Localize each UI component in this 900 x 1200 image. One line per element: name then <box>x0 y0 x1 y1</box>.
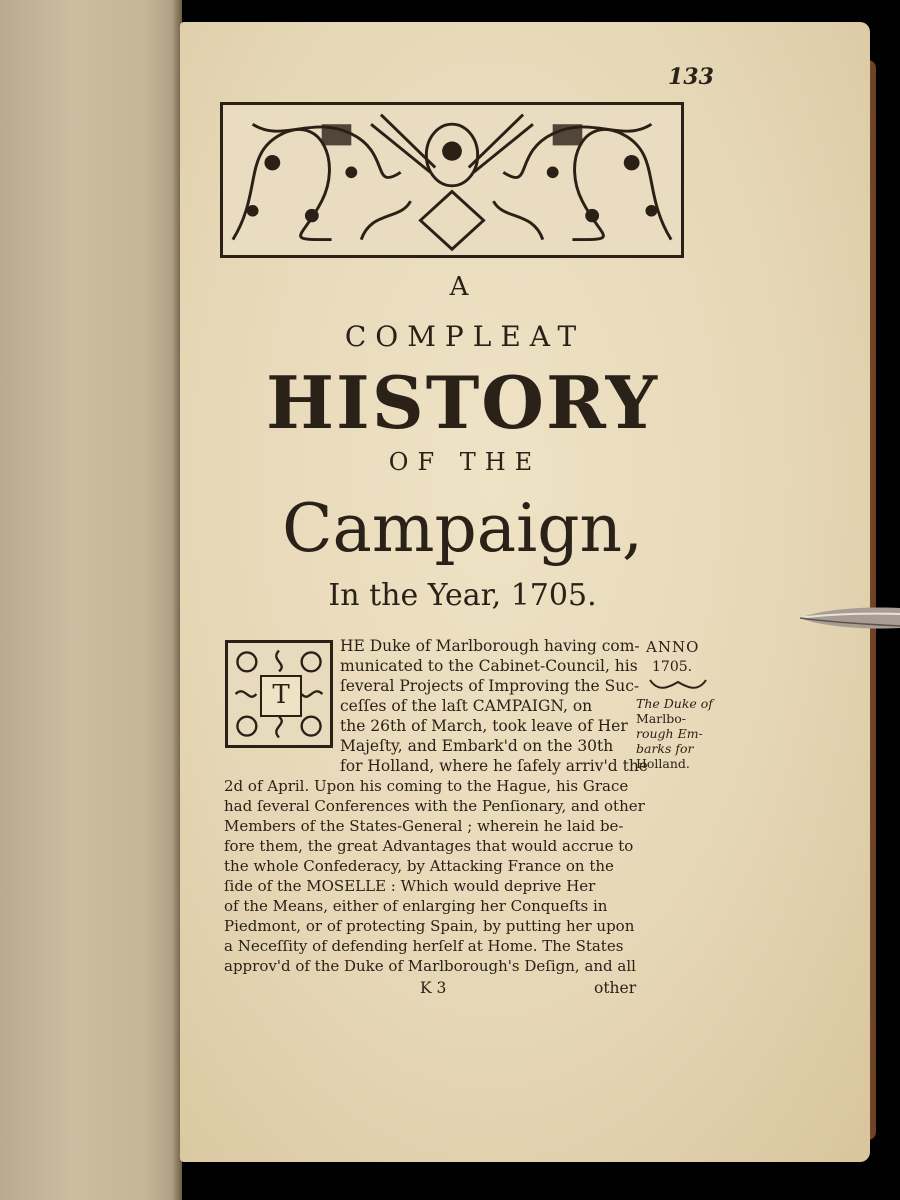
margin-note: 1705. <box>652 659 693 675</box>
body-line: had ſeveral Conferences with the Penſionary, and other <box>224 797 645 815</box>
ornamental-dropcap <box>225 640 333 748</box>
margin-note: Marlbo- <box>636 711 686 726</box>
body-line: HE Duke of Marlborough having com- <box>340 637 640 655</box>
body-line: Members of the States-General ; wherein he laid be- <box>224 817 624 835</box>
dropcap-letter: T <box>260 675 302 717</box>
headpiece-ornament-icon <box>223 105 681 255</box>
margin-note: ANNO <box>646 638 700 656</box>
body-line: Majeſty, and Embark'd on the 30th <box>340 737 614 755</box>
signature-mark: K 3 <box>420 979 447 997</box>
body-line: approv'd of the Duke of Marlborough's Deſign, and all <box>224 957 636 975</box>
brace-icon <box>648 678 708 692</box>
ornamental-headpiece <box>220 102 684 258</box>
body-line: 2d of April. Upon his coming to the Hague, his Grace <box>224 777 629 795</box>
body-line: the 26th of March, took leave of Her <box>340 717 628 735</box>
body-line: of the Means, either of enlarging her Conqueſts in <box>224 897 608 915</box>
catchword: other <box>594 979 637 997</box>
title-campaign: Campaign, <box>282 490 643 567</box>
body-line: fore them, the great Advantages that would accrue to <box>224 837 634 855</box>
body-line: Piedmont, or of protecting Spain, by putting her upon <box>224 917 635 935</box>
margin-note: Holland. <box>636 756 690 771</box>
title-history: HISTORY <box>265 360 660 445</box>
body-line: the whole Confederacy, by Attacking France on the <box>224 857 614 875</box>
title-article: A <box>449 272 471 302</box>
body-line: municated to the Cabinet-Council, his <box>340 657 638 675</box>
body-line: ſide of the MOSELLE : Which would deprive Her <box>224 877 596 895</box>
title-year: In the Year, 1705. <box>328 578 597 613</box>
body-line: ſeveral Projects of Improving the Suc- <box>340 677 640 695</box>
letter-opener-blade <box>800 604 900 632</box>
title-of-the: OF THE <box>388 448 542 476</box>
margin-note: The Duke of <box>636 696 713 711</box>
page-number: 133 <box>668 64 714 90</box>
margin-note: rough Em- <box>636 726 703 741</box>
title-compleat: COMPLEAT <box>344 320 586 353</box>
body-line: a Neceſſity of defending herſelf at Home. The States <box>224 937 624 955</box>
body-line: ceſſes of the laſt CAMPAIGN, on <box>340 697 593 715</box>
body-line: for Holland, where he ſafely arriv'd the <box>340 757 648 775</box>
margin-note: barks for <box>636 741 694 756</box>
